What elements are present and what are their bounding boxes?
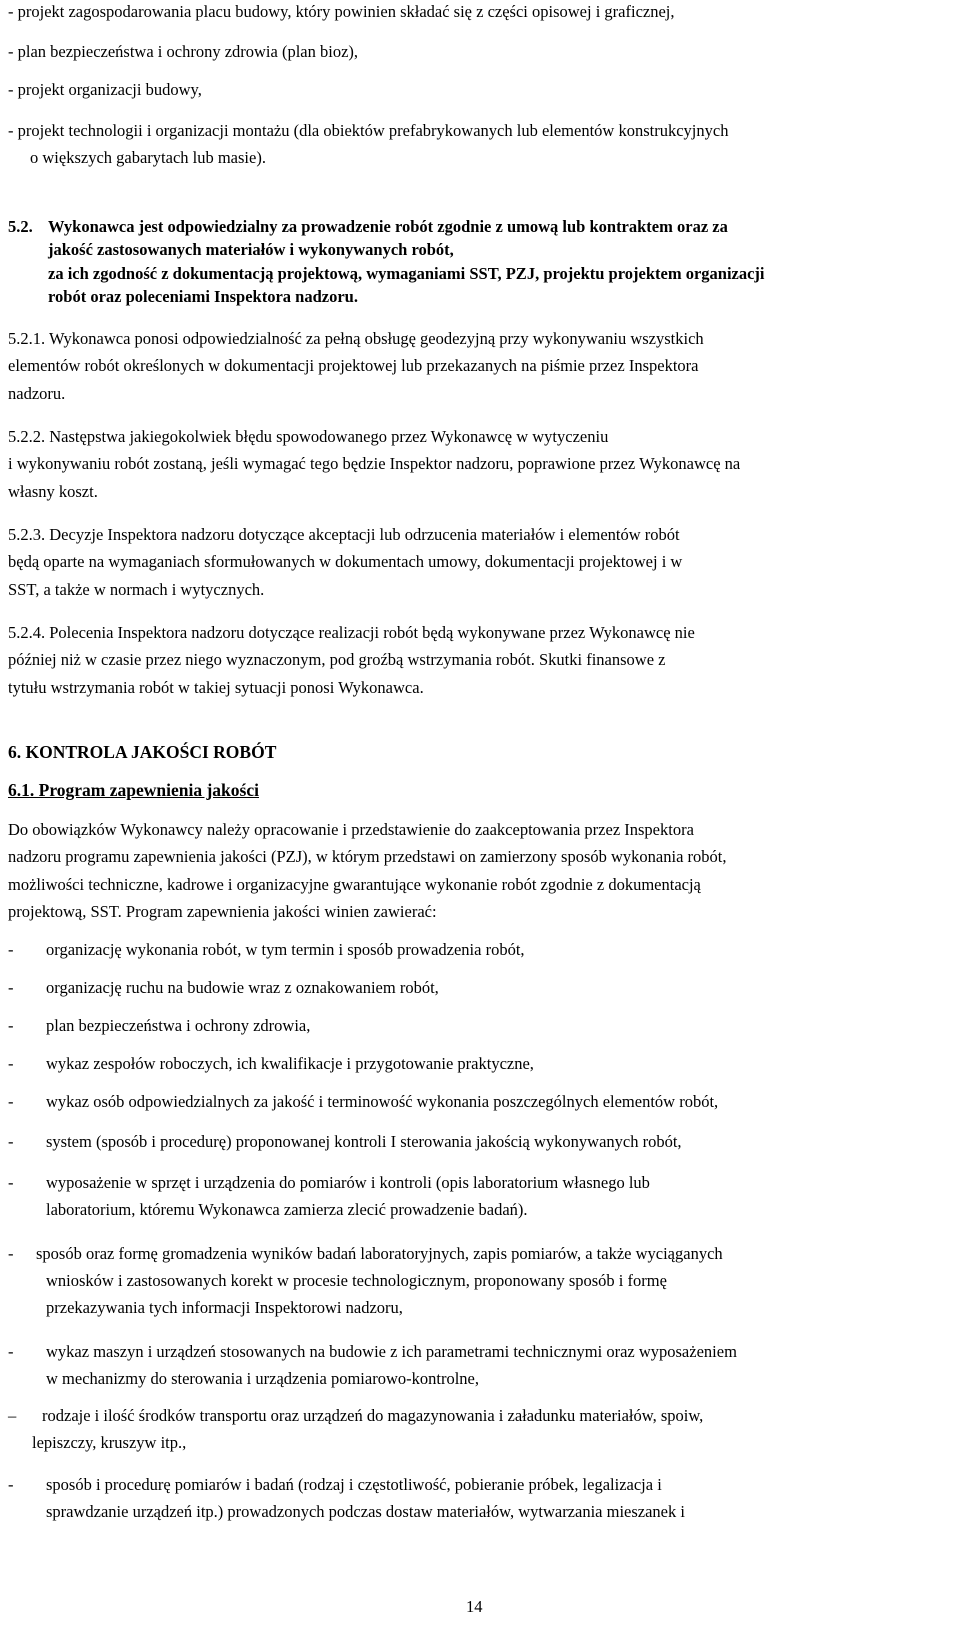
paragraph-line: możliwości techniczne, kadrowe i organizacyjne gwarantujące wykonanie robót zgodnie z dokumentacją — [8, 875, 701, 894]
paragraph-line: nadzoru programu zapewnienia jakości (PZJ), w którym przedstawi on zamierzony sposób wykonania robót, — [8, 847, 727, 866]
bullet-dash: - — [8, 1092, 14, 1111]
paragraph-line: 5.2.1. Wykonawca ponosi odpowiedzialność za pełną obsługę geodezyjną przy wykonywaniu wszystkich — [8, 329, 704, 348]
subsection-heading: 6.1. Program zapewnienia jakości — [8, 780, 259, 800]
bullet-text: w mechanizmy do sterowania i urządzenia pomiarowo-kontrolne, — [46, 1369, 479, 1388]
bullet-dash: – — [8, 1406, 17, 1425]
bullet-dash: - — [8, 1016, 14, 1035]
bullet-dash: - — [8, 1342, 14, 1361]
bullet-text: rodzaje i ilość środków transportu oraz urządzeń do magazynowania i załadunku materiałów, spoiw, — [42, 1406, 704, 1425]
bullet-text: wykaz zespołów roboczych, ich kwalifikacje i przygotowanie praktyczne, — [46, 1054, 534, 1073]
paragraph-line: 5.2.4. Polecenia Inspektora nadzoru dotyczące realizacji robót będą wykonywane przez Wykonawcę nie — [8, 623, 695, 642]
section-text-line: jakość zastosowanych materiałów i wykonywanych robót, — [48, 240, 454, 259]
bullet-text: sposób oraz formę gromadzenia wyników badań laboratoryjnych, zapis pomiarów, a także wyciąganych — [36, 1244, 723, 1263]
paragraph-line: Do obowiązków Wykonawcy należy opracowanie i przedstawienie do zaakceptowania przez Inspektora — [8, 820, 694, 839]
list-item: - plan bezpieczeństwa i ochrony zdrowia (plan bioz), — [8, 42, 359, 61]
paragraph-line: własny koszt. — [8, 482, 98, 501]
bullet-dash: - — [8, 1475, 14, 1494]
bullet-text: przekazywania tych informacji Inspektorowi nadzoru, — [46, 1298, 403, 1317]
paragraph-line: 5.2.3. Decyzje Inspektora nadzoru dotyczące akceptacji lub odrzucenia materiałów i elementów robót — [8, 525, 680, 544]
section-heading: 6. KONTROLA JAKOŚCI ROBÓT — [8, 742, 277, 762]
bullet-dash: - — [8, 940, 14, 959]
bullet-text: sposób i procedurę pomiarów i badań (rodzaj i częstotliwość, pobieranie próbek, legalizacja i — [46, 1475, 662, 1494]
list-item: - projekt zagospodarowania placu budowy, który powinien składać się z części opisowej i graficznej, — [8, 2, 675, 21]
paragraph-line: SST, a także w normach i wytycznych. — [8, 580, 265, 599]
bullet-text: lepiszczy, kruszyw itp., — [32, 1433, 187, 1452]
paragraph-line: 5.2.2. Następstwa jakiegokolwiek błędu spowodowanego przez Wykonawcę w wytyczeniu — [8, 427, 609, 446]
bullet-dash: - — [8, 1054, 14, 1073]
section-text-line: Wykonawca jest odpowiedzialny za prowadzenie robót zgodnie z umową lub kontraktem oraz za — [48, 217, 728, 236]
bullet-text: laboratorium, któremu Wykonawca zamierza zlecić prowadzenie badań). — [46, 1200, 528, 1219]
bullet-text: system (sposób i procedurę) proponowanej kontroli I sterowania jakością wykonywanych robót, — [46, 1132, 682, 1151]
bullet-text: sprawdzanie urządzeń itp.) prowadzonych podczas dostaw materiałów, wytwarzania mieszanek i — [46, 1502, 685, 1521]
bullet-dash: - — [8, 1244, 14, 1263]
paragraph-line: projektową, SST. Program zapewnienia jakości winien zawierać: — [8, 902, 437, 921]
section-text-line: robót oraz poleceniami Inspektora nadzoru. — [48, 287, 358, 306]
paragraph-line: będą oparte na wymaganiach sformułowanych w dokumentach umowy, dokumentacji projektowej i w — [8, 552, 683, 571]
list-item: - projekt organizacji budowy, — [8, 80, 202, 99]
list-item: - projekt technologii i organizacji montażu (dla obiektów prefabrykowanych lub elementów konstrukcyjnych — [8, 121, 729, 140]
bullet-text: wniosków i zastosowanych korekt w procesie technologicznym, proponowany sposób i formę — [46, 1271, 667, 1290]
bullet-dash: - — [8, 1132, 14, 1151]
bullet-dash: - — [8, 1173, 14, 1192]
paragraph-line: później niż w czasie przez niego wyznaczonym, pod groźbą wstrzymania robót. Skutki finansowe z — [8, 650, 666, 669]
bullet-text: organizację ruchu na budowie wraz z oznakowaniem robót, — [46, 978, 439, 997]
bullet-text: wykaz osób odpowiedzialnych za jakość i terminowość wykonania poszczególnych elementów robót, — [46, 1092, 719, 1111]
bullet-text: wykaz maszyn i urządzeń stosowanych na budowie z ich parametrami technicznymi oraz wyposażeniem — [46, 1342, 737, 1361]
paragraph-line: elementów robót określonych w dokumentacji projektowej lub przekazanych na piśmie przez Inspektora — [8, 356, 699, 375]
paragraph-line: tytułu wstrzymania robót w takiej sytuacji ponosi Wykonawca. — [8, 678, 424, 697]
bullet-text: plan bezpieczeństwa i ochrony zdrowia, — [46, 1016, 311, 1035]
paragraph-line: i wykonywaniu robót zostaną, jeśli wymagać tego będzie Inspektor nadzoru, poprawione przez Wykonawcę na — [8, 454, 741, 473]
section-text-line: za ich zgodność z dokumentacją projektową, wymaganiami SST, PZJ, projektu projektem organizacji — [48, 264, 765, 283]
paragraph-line: nadzoru. — [8, 384, 66, 403]
list-item-continuation: o większych gabarytach lub masie). — [30, 148, 266, 167]
page-number: 14 — [466, 1597, 483, 1616]
bullet-text: wyposażenie w sprzęt i urządzenia do pomiarów i kontroli (opis laboratorium własnego lub — [46, 1173, 650, 1192]
section-number: 5.2. — [8, 217, 33, 236]
bullet-text: organizację wykonania robót, w tym termin i sposób prowadzenia robót, — [46, 940, 525, 959]
bullet-dash: - — [8, 978, 14, 997]
